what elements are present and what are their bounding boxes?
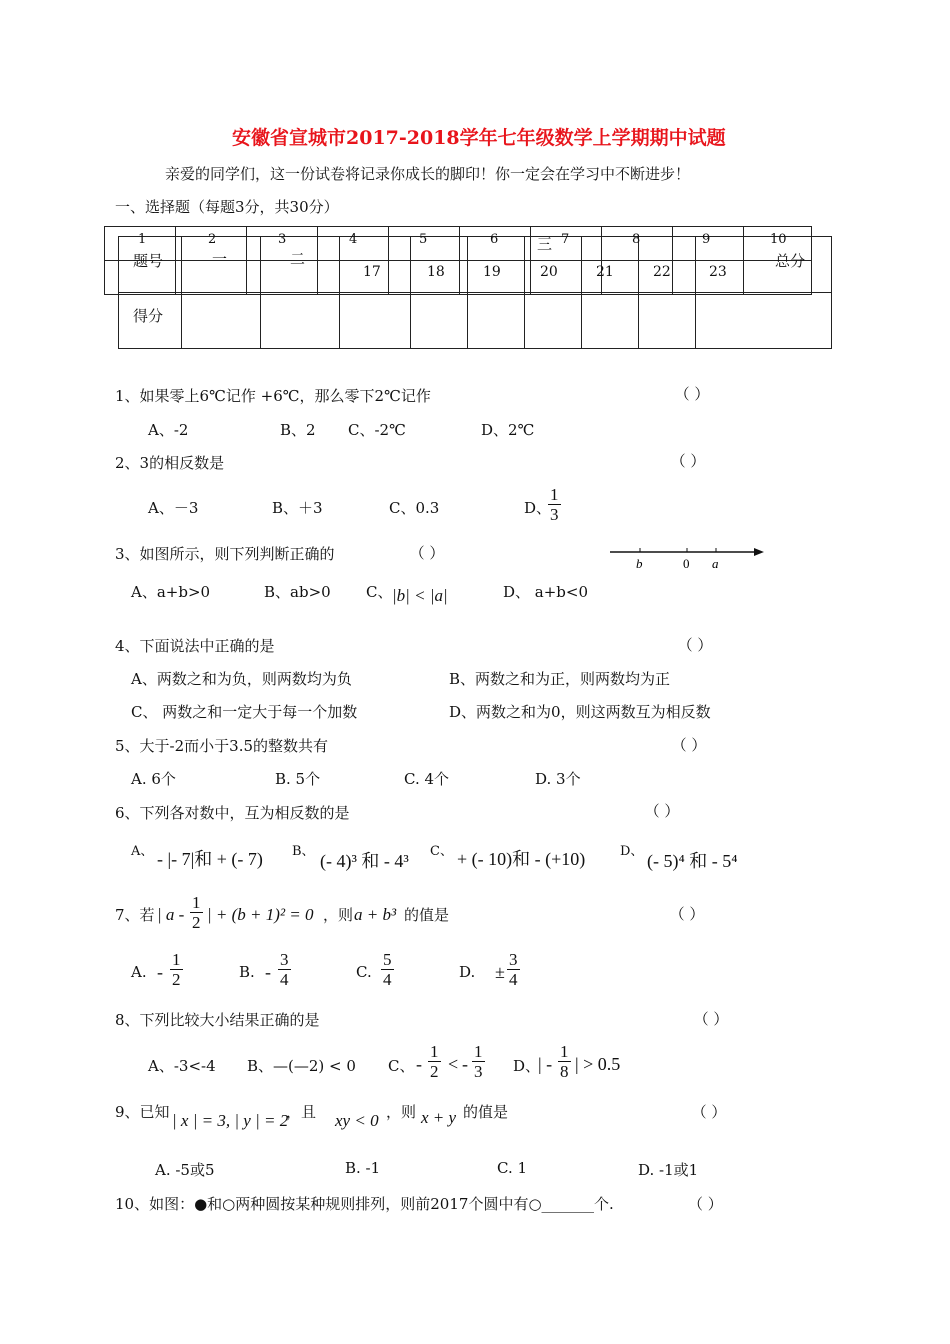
q5-option-b[interactable]: B. 5个 (275, 770, 321, 788)
q4-option-d[interactable]: D、两数之和为0，则这两数互为相反数 (449, 703, 711, 721)
q8-option-d[interactable]: D、 (513, 1057, 541, 1075)
q9-stem-prefix: 9、已知 (115, 1103, 170, 1121)
q4-option-b[interactable]: B、两数之和为正，则两数均为正 (449, 670, 671, 688)
q4-option-c[interactable]: C、 两数之和一定大于每一个加数 (131, 703, 358, 721)
q9-option-b[interactable]: B. -1 (345, 1159, 381, 1177)
q1-answer-paren[interactable]: （ ） (674, 385, 710, 403)
q1-option-d[interactable]: D、2℃ (481, 421, 535, 439)
q5-option-d[interactable]: D. 3个 (535, 770, 581, 788)
score-label: 得分 (133, 307, 164, 325)
q7-expr-abs: | a - (157, 905, 185, 924)
q7-a-sign: - (157, 962, 163, 982)
q2-d-fraction: $\frac{1}{3}$ (550, 485, 559, 524)
q5-stem: 5、大于-2而小于3.5的整数共有 (115, 737, 329, 755)
q7-option-a[interactable]: A. (131, 963, 147, 981)
axis-label-a: a (712, 556, 719, 571)
q8-option-b[interactable]: B、—(—2) < 0 (247, 1057, 356, 1075)
q3-option-a[interactable]: A、a+b>0 (131, 583, 211, 601)
q1-option-b[interactable]: B、2 (280, 421, 316, 439)
q1-option-c[interactable]: C、-2℃ (348, 421, 406, 439)
q3-option-b[interactable]: B、ab>0 (264, 583, 331, 601)
q9-expr-condition: xy < 0 (335, 1111, 379, 1130)
q4-answer-paren[interactable]: （ ） (677, 636, 713, 654)
q6-answer-paren[interactable]: （ ） (644, 802, 680, 820)
row-label: 题号 (133, 252, 164, 270)
q8-c-fraction-1: $\frac{1}{2}$ (430, 1042, 439, 1081)
q7-expr-square: | + (b + 1)² = 0 (207, 905, 314, 924)
section-three: 三 (537, 235, 553, 253)
q7-b-sign: - (265, 962, 271, 982)
q6-b-expression: (- 4)³ 和 - 4³ (320, 851, 409, 871)
q1-option-a[interactable]: A、-2 (148, 421, 189, 439)
num-19: 19 (483, 264, 501, 280)
q8-c-minus-2: - (462, 1054, 468, 1074)
q6-option-a[interactable]: A、 (131, 844, 154, 859)
q8-stem: 8、下列比较大小结果正确的是 (115, 1011, 320, 1029)
num-18: 18 (427, 264, 445, 280)
q8-option-c[interactable]: C、 (388, 1057, 415, 1075)
q9-expr-given: | x | = 3, | y | = 2 (172, 1111, 289, 1130)
q10-stem: 10、如图：●和○两种圆按某种规则排列，则前2017个圆中有○_______个. (115, 1195, 614, 1213)
q3-answer-paren[interactable]: （ ） (409, 544, 445, 562)
q7-stem-prefix: 7、若 (115, 906, 155, 924)
q7-b-fraction: $\frac{3}{4}$ (280, 950, 289, 989)
q9-answer-paren[interactable]: （ ） (691, 1103, 727, 1121)
num-21: 21 (596, 264, 614, 280)
q4-stem: 4、下面说法中正确的是 (115, 637, 275, 655)
q8-option-a[interactable]: A、-3<-4 (148, 1057, 216, 1075)
q8-d-fraction: $\frac{1}{8}$ (560, 1042, 569, 1081)
q7-a-fraction: $\frac{1}{2}$ (172, 950, 181, 989)
q7-c-fraction: $\frac{5}{4}$ (383, 950, 392, 989)
q9-expr-target: x + y (421, 1108, 457, 1127)
q3-stem: 3、如图所示，则下列判断正确的 (115, 545, 335, 563)
q8-d-suffix: | > 0.5 (575, 1054, 621, 1074)
q2-option-c[interactable]: C、0.3 (389, 499, 440, 517)
q9-stem-mid: ，且 (286, 1103, 317, 1121)
q3-option-d[interactable]: D、 a+b<0 (503, 583, 589, 601)
q2-option-b[interactable]: B、＋3 (272, 499, 323, 517)
q6-c-expression: + (- 10)和 - (+10) (457, 849, 586, 869)
q7-d-sign: ± (495, 962, 505, 982)
q7-option-b[interactable]: B. (239, 963, 255, 981)
axis-arrow (754, 548, 764, 556)
q8-c-fraction-2: $\frac{1}{3}$ (474, 1042, 483, 1081)
q7-stem-mid: ，则 (323, 906, 354, 924)
q6-option-c[interactable]: C、 (430, 844, 453, 859)
section-two: 二 (290, 250, 306, 268)
q9-option-d[interactable]: D. -1或1 (638, 1161, 699, 1179)
num-6: 6 (490, 232, 499, 247)
q10-answer-paren[interactable]: （ ） (688, 1195, 723, 1213)
q8-d-prefix: | - (538, 1054, 553, 1074)
num-10: 10 (770, 232, 787, 247)
q9-option-a[interactable]: A. -5或5 (155, 1161, 215, 1179)
num-2: 2 (208, 232, 217, 247)
q5-answer-paren[interactable]: （ ） (671, 736, 707, 754)
num-8: 8 (632, 232, 641, 247)
q4-option-a[interactable]: A、两数之和为负，则两数均为负 (131, 670, 352, 688)
q9-stem-mid2: ，则 (386, 1103, 417, 1121)
q7-expr-target: a + b³ (354, 905, 397, 924)
intro-text: 亲爱的同学们，这一份试卷将记录你成长的脚印！你一定会在学习中不断进步！ (165, 165, 691, 183)
q9-stem-post: 的值是 (463, 1103, 509, 1121)
total-label: 总分 (775, 252, 806, 270)
q3-option-c[interactable]: C、 (366, 583, 393, 601)
q6-option-b[interactable]: B、 (292, 844, 315, 859)
q2-option-d[interactable]: D、 (524, 499, 552, 517)
q8-answer-paren[interactable]: （ ） (693, 1010, 729, 1028)
q7-fraction: $\frac{1}{2}$ (192, 893, 201, 932)
q6-option-d[interactable]: D、 (620, 844, 644, 859)
num-17: 17 (363, 264, 381, 280)
page-title: 安徽省宣城市2017-2018学年七年级数学上学期期中试题 (232, 127, 726, 149)
num-20: 20 (540, 264, 558, 280)
q7-stem-post: 的值是 (404, 906, 450, 924)
number-line-figure (606, 540, 766, 574)
q5-option-c[interactable]: C. 4个 (404, 770, 450, 788)
q2-option-a[interactable]: A、－3 (148, 499, 199, 517)
section-heading: 一、选择题（每题3分，共30分） (115, 198, 339, 216)
q3-c-expression: |b| < |a| (392, 586, 448, 605)
q5-option-a[interactable]: A. 6个 (131, 770, 176, 788)
q6-d-expression: (- 5)⁴ 和 - 5⁴ (647, 851, 738, 871)
q8-c-minus-1: - (416, 1054, 422, 1074)
q8-c-compare: < (448, 1054, 459, 1074)
q2-stem: 2、3的相反数是 (115, 454, 225, 472)
num-1: 1 (138, 232, 147, 247)
axis-label-b: b (636, 556, 643, 571)
q1-stem: 1、如果零上6℃记作 +6℃，那么零下2℃记作 (115, 387, 431, 405)
q7-option-d[interactable]: D. (459, 963, 476, 981)
q7-answer-paren[interactable]: （ ） (669, 905, 705, 923)
num-7: 7 (561, 232, 570, 247)
q7-option-c[interactable]: C. (356, 963, 372, 981)
q6-stem: 6、下列各对数中，互为相反数的是 (115, 804, 350, 822)
num-9: 9 (702, 232, 711, 247)
q2-answer-paren[interactable]: （ ） (670, 452, 706, 470)
num-5: 5 (419, 232, 428, 247)
q7-d-fraction: $\frac{3}{4}$ (509, 950, 518, 989)
section-one: 一 (212, 250, 228, 268)
num-22: 22 (653, 264, 671, 280)
axis-label-0: 0 (683, 556, 690, 571)
num-23: 23 (709, 264, 727, 280)
num-3: 3 (278, 232, 287, 247)
q6-a-expression: - |- 7|和 + (- 7) (157, 849, 263, 869)
q9-option-c[interactable]: C. 1 (497, 1159, 528, 1177)
num-4: 4 (349, 232, 358, 247)
